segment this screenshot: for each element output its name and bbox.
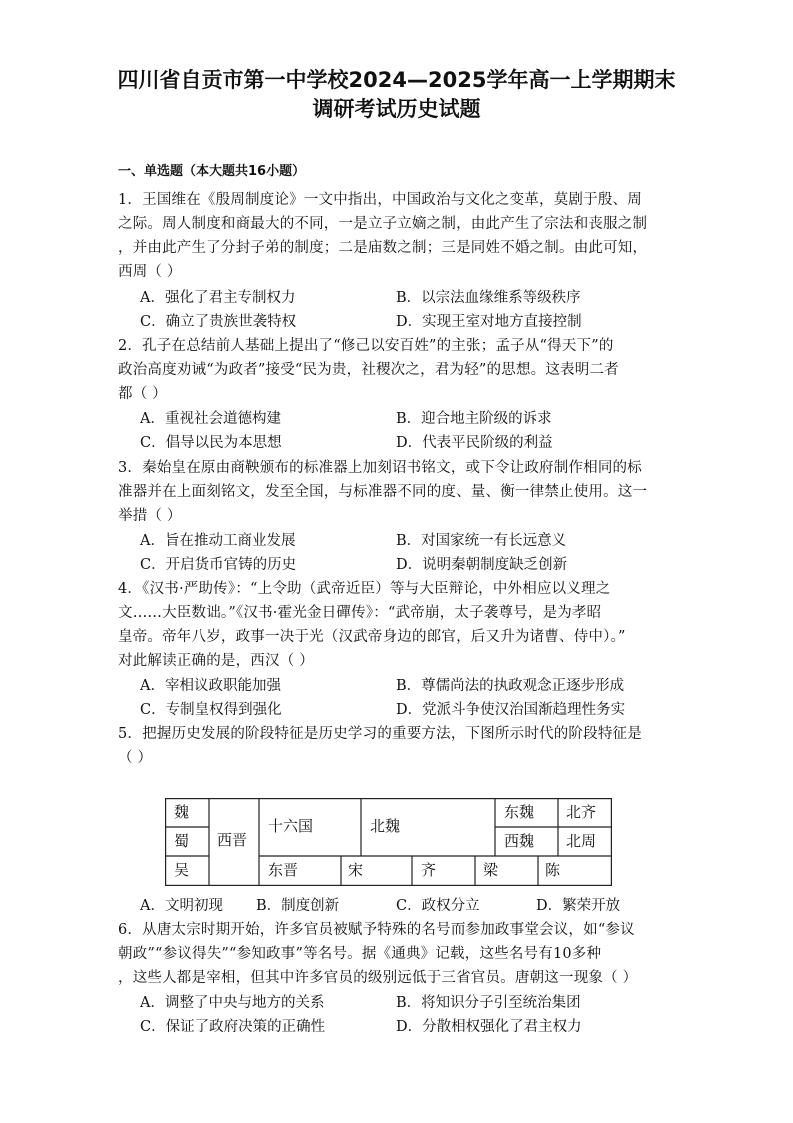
- cell-beiqi: 北齐: [566, 803, 597, 821]
- question-3-stem: 3．秦始皇在原由商鞅颁布的标准器上加刻诏书铭文，或下令让政府制作相同的标 准器并在上面刻铭文，发至全国，与标准器不同的度、量、衡一律禁止使用。这一 举措（ ）: [118, 460, 648, 524]
- cell-shiliuguo: 十六国: [268, 817, 314, 835]
- cell-liang: 梁: [483, 861, 499, 879]
- question-5-option-a: A．文明初现: [140, 898, 223, 914]
- question-3-option-b: B．对国家统一有长远意义: [396, 533, 567, 549]
- question-4-option-d: D．党派斗争使汉治国渐趋理性务实: [396, 702, 626, 718]
- cell-beiwei: 北魏: [370, 817, 401, 835]
- question-2-option-b: B．迎合地主阶级的诉求: [396, 411, 552, 427]
- question-2-stem: 2．孔子在总结前人基础上提出了“修己以安百姓”的主张；孟子从“得天下”的 政治高度劝诫“为政者”接受“民为贵，社稷次之，君为轻”的思想。这表明二者 都（ ）: [118, 338, 619, 402]
- question-2-option-a: A．重视社会道德构建: [140, 411, 281, 427]
- question-1-option-b: B．以宗法血缘维系等级秩序: [396, 290, 581, 306]
- cell-wu: 吴: [174, 861, 190, 879]
- question-1-option-d: D．实现王室对地方直接控制: [396, 314, 582, 330]
- question-5-option-d: D．繁荣开放: [536, 898, 621, 914]
- cell-chen: 陈: [545, 861, 561, 879]
- cell-qi: 齐: [421, 861, 437, 879]
- question-4-option-b: B．尊儒尚法的执政观念正逐步形成: [396, 678, 625, 694]
- question-3-option-c: C．开启货币官铸的历史: [140, 557, 297, 573]
- question-4-option-a: A．宰相议政职能加强: [140, 678, 281, 694]
- question-3-option-a: A．旨在推动工商业发展: [140, 533, 296, 549]
- cell-wei: 魏: [174, 803, 190, 821]
- question-5-option-c: C．政权分立: [396, 898, 480, 914]
- cell-dongjin: 东晋: [268, 861, 299, 879]
- dynasty-timeline-table: [165, 798, 612, 886]
- question-6-option-c: C．保证了政府决策的正确性: [140, 1019, 326, 1035]
- question-4-stem: 4．《汉书·严助传》：“上令助（武帝近臣）等与大臣辩论，中外相应以义理之 文……大臣数诎。”《汉书·霍光金日磾传》：“武帝崩，太子袭尊号，是为孝昭 皇帝。帝年八岁，政事一决于光（汉武帝身边的郎官，后又升为诸曹、侍中）。” 对此解读正确的是，西汉（ ）: [118, 581, 626, 669]
- exam-title-line1: 四川省自贡市第一中学校2024—2025学年高一上学期期末: [117, 68, 676, 92]
- question-6-option-a: A．调整了中央与地方的关系: [140, 995, 325, 1011]
- question-6-option-d: D．分散相权强化了君主权力: [396, 1019, 582, 1035]
- cell-song: 宋: [348, 861, 364, 879]
- question-1-option-c: C．确立了贵族世袭特权: [140, 314, 297, 330]
- cell-shu: 蜀: [174, 832, 190, 850]
- question-3-option-d: D．说明秦朝制度缺乏创新: [396, 557, 568, 573]
- question-1-option-a: A．强化了君主专制权力: [140, 290, 296, 306]
- question-1-stem: 1．王国维在《殷周制度论》一文中指出，中国政治与文化之变革，莫剧于殷、周 之际。周人制度和商最大的不同，一是立子立嫡之制，由此产生了宗法和丧服之制 ，并由此产生了分封子弟的制度；二是庙数之制；三是同姓不婚之制。由此可知， 西周（ ）: [118, 192, 648, 280]
- exam-title-line2: 调研考试历史试题: [312, 97, 481, 121]
- cell-beizhou: 北周: [566, 832, 597, 850]
- cell-xijin: 西晋: [217, 831, 248, 849]
- question-6-option-b: B．将知识分子引至统治集团: [396, 995, 581, 1011]
- cell-xiwei: 西魏: [504, 832, 535, 850]
- question-5-option-b: B．制度创新: [256, 898, 340, 914]
- question-6-stem: 6．从唐太宗时期开始，许多官员被赋予特殊的名号而参加政事堂会议，如“参议 朝政”“参议得失”“参知政事”等名号。据《通典》记载，这些名号有10多种 ，这些人都是宰相，但其中许多官员的级别远低于三省官员。唐朝这一现象（ ）: [118, 922, 638, 986]
- question-4-option-c: C．专制皇权得到强化: [140, 702, 282, 718]
- question-2-option-d: D．代表平民阶级的利益: [396, 435, 553, 451]
- cell-dongwei: 东魏: [504, 803, 535, 821]
- section-heading: 一、单选题（本大题共16小题）: [118, 164, 306, 179]
- question-2-option-c: C．倡导以民为本思想: [140, 435, 282, 451]
- question-5-stem: 5．把握历史发展的阶段特征是历史学习的重要方法，下图所示时代的阶段特征是 （ ）: [118, 726, 642, 766]
